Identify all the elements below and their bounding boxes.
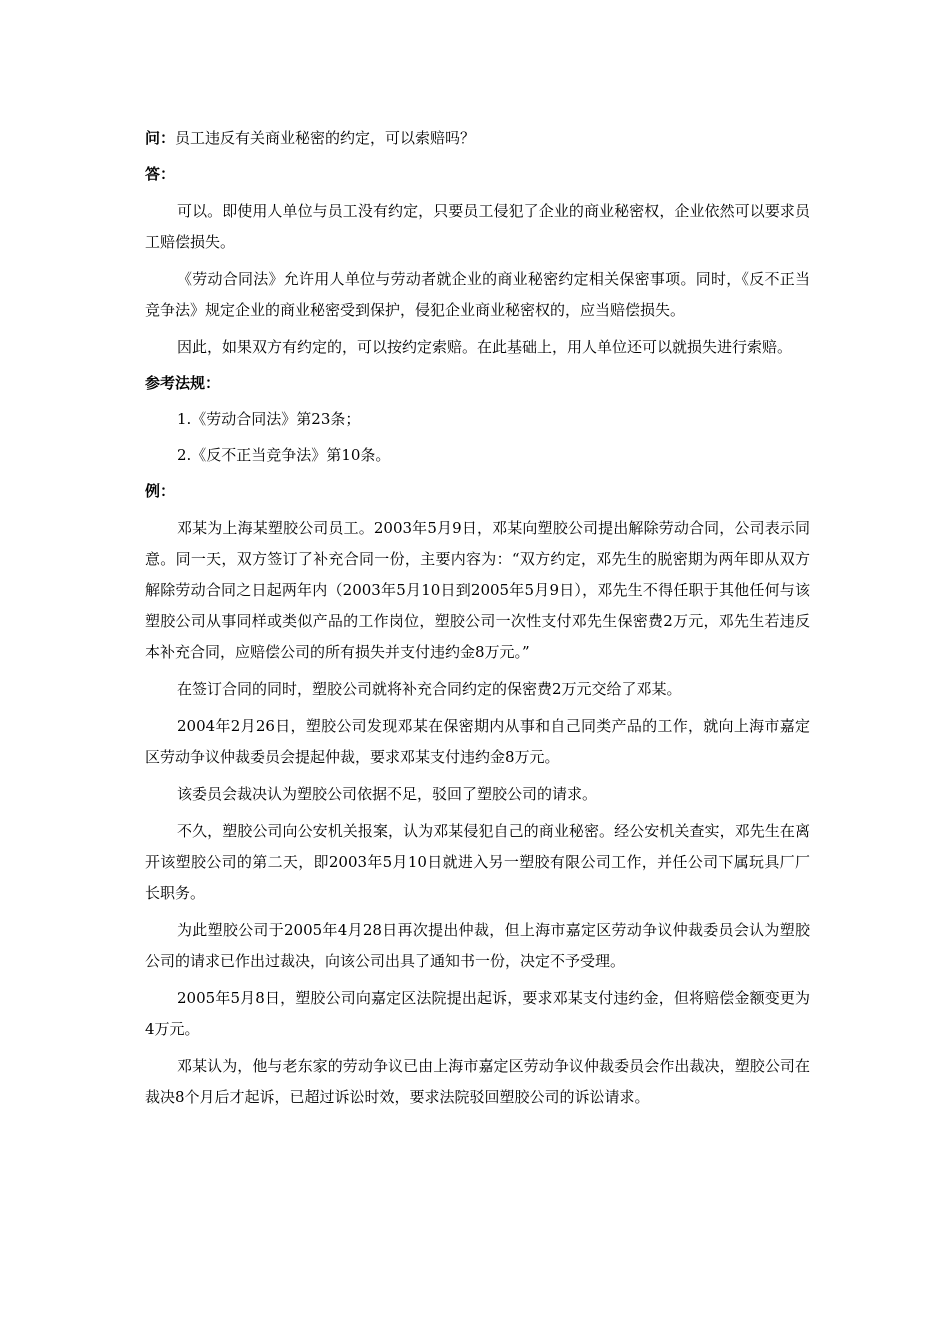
answer-label: 答： xyxy=(145,165,176,183)
example-paragraph: 2005年5月8日，塑胶公司向嘉定区法院提出起诉，要求邓某支付违约金，但将赔偿金额变更为4万元。 xyxy=(145,989,810,1038)
example-paragraph: 2004年2月26日，塑胶公司发现邓某在保密期内从事和自己同类产品的工作，就向上海市嘉定区劳动争议仲裁委员会提起仲裁，要求邓某支付违约金8万元。 xyxy=(145,717,810,766)
example-paragraph: 为此塑胶公司于2005年4月28日再次提出仲裁，但上海市嘉定区劳动争议仲裁委员会认为塑胶公司的请求已作出过裁决，向该公司出具了通知书一份，决定不予受理。 xyxy=(145,921,810,970)
example-paragraph: 在签订合同的同时，塑胶公司就将补充合同约定的保密费2万元交给了邓某。 xyxy=(177,680,682,698)
question-label: 问： xyxy=(145,129,176,147)
question-line xyxy=(145,124,810,152)
reference-item: 2.《反不正当竞争法》第10条。 xyxy=(177,446,391,464)
question-text: 员工违反有关商业秘密的约定，可以索赔吗？ xyxy=(175,129,476,147)
reference-item: 1.《劳动合同法》第23条； xyxy=(177,410,361,428)
answer-paragraph: 可以。即使用人单位与员工没有约定，只要员工侵犯了企业的商业秘密权，企业依然可以要求员工赔偿损失。 xyxy=(145,202,810,251)
answer-paragraph: 因此，如果双方有约定的，可以按约定索赔。在此基础上，用人单位还可以就损失进行索赔。 xyxy=(177,338,793,356)
document-page xyxy=(145,124,810,1119)
example-label: 例： xyxy=(145,482,176,500)
answer-paragraph: 《劳动合同法》允许用人单位与劳动者就企业的商业秘密约定相关保密事项。同时，《反不正当竞争法》规定企业的商业秘密受到保护，侵犯企业商业秘密权的，应当赔偿损失。 xyxy=(145,270,810,319)
example-paragraph: 邓某认为，他与老东家的劳动争议已由上海市嘉定区劳动争议仲裁委员会作出裁决，塑胶公司在裁决8个月后才起诉，已超过诉讼时效，要求法院驳回塑胶公司的诉讼请求。 xyxy=(145,1057,810,1106)
example-paragraph: 不久，塑胶公司向公安机关报案，认为邓某侵犯自己的商业秘密。经公安机关查实，邓先生在离开该塑胶公司的第二天，即2003年5月10日就进入另一塑胶有限公司工作，并任公司下属玩具厂厂长职务。 xyxy=(145,822,810,902)
references-label: 参考法规： xyxy=(145,374,221,392)
example-paragraph: 邓某为上海某塑胶公司员工。2003年5月9日，邓某向塑胶公司提出解除劳动合同，公司表示同意。同一天，双方签订了补充合同一份，主要内容为：“双方约定，邓先生的脱密期为两年即从双方解除劳动合同之日起两年内（2003年5月10日到2005年5月9日），邓先生不得任职于其他任何与该塑胶公司从事同样或类似产品的工作岗位，塑胶公司一次性支付邓先生保密费2万元，邓先生若违反本补充合同，应赔偿公司的所有损失并支付违约金8万元。” xyxy=(145,519,810,661)
example-paragraph: 该委员会裁决认为塑胶公司依据不足，驳回了塑胶公司的请求。 xyxy=(177,785,598,803)
